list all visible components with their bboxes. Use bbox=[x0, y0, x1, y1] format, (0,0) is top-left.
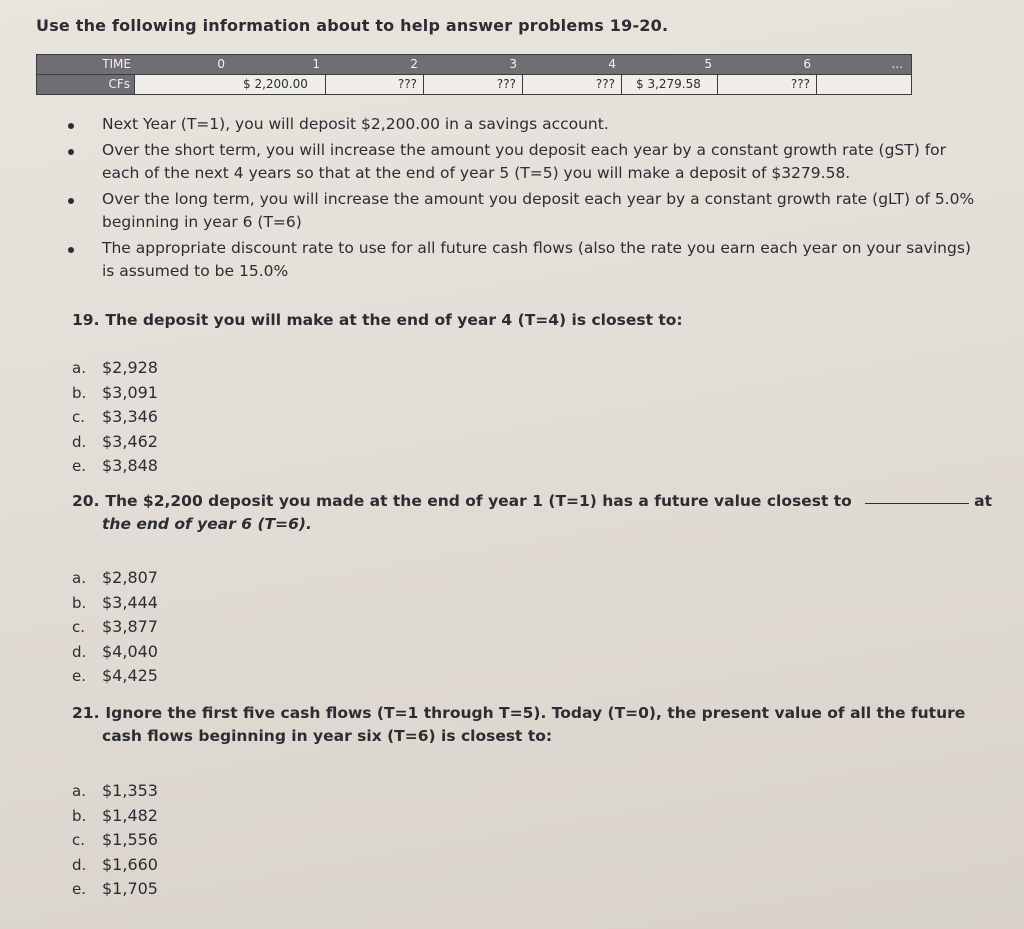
question-20 bbox=[72, 490, 992, 536]
option-e[interactable] bbox=[72, 877, 158, 902]
assumptions-list bbox=[68, 113, 988, 286]
option-letter: d. bbox=[72, 855, 87, 874]
option-letter: d. bbox=[72, 432, 87, 451]
option-value: $3,877 bbox=[102, 617, 158, 636]
option-value: $1,705 bbox=[102, 879, 158, 898]
option-value: $4,425 bbox=[102, 666, 158, 685]
question-text-line2: the end of year 6 (T=6). bbox=[102, 515, 312, 533]
question-number: 20. bbox=[72, 492, 100, 510]
time-row bbox=[37, 55, 911, 74]
option-letter: a. bbox=[72, 569, 86, 587]
cf-cell-3: ??? bbox=[424, 75, 523, 94]
option-value: $2,928 bbox=[102, 358, 158, 377]
option-value: $1,660 bbox=[102, 854, 158, 874]
option-value: $1,353 bbox=[102, 781, 158, 800]
question-text-at: at bbox=[974, 492, 992, 510]
question-number: 19. bbox=[72, 311, 100, 329]
option-value: $3,848 bbox=[102, 456, 158, 475]
option-b[interactable] bbox=[72, 804, 158, 829]
cf-cell-4: ??? bbox=[523, 75, 622, 94]
intro-heading: Use the following information about to help answer problems 19-20. bbox=[36, 16, 669, 35]
question-text: The deposit you will make at the end of year 4 (T=4) is closest to: bbox=[105, 311, 683, 329]
option-value: $2,807 bbox=[102, 568, 158, 587]
option-a[interactable] bbox=[72, 356, 158, 381]
option-letter: b. bbox=[72, 593, 87, 612]
option-d[interactable] bbox=[72, 430, 158, 455]
option-b[interactable] bbox=[72, 381, 158, 406]
option-letter: b. bbox=[72, 383, 87, 402]
list-item: The appropriate discount rate to use for all future cash flows (also the rate you earn each year on your savings) is assumed to be 15.0% bbox=[68, 237, 988, 283]
option-b[interactable] bbox=[72, 591, 158, 616]
option-c[interactable] bbox=[72, 615, 158, 640]
time-cell-2: 2 bbox=[410, 57, 418, 71]
list-item: Over the short term, you will increase the amount you deposit each year by a constant growth rate (gST) for each of the next 4 years so that at the end of year 5 (T=5) you will make a deposit of $3279.58. bbox=[68, 139, 988, 185]
option-letter: e. bbox=[72, 880, 86, 898]
option-e[interactable] bbox=[72, 454, 158, 479]
option-e[interactable] bbox=[72, 664, 158, 689]
option-letter: c. bbox=[72, 831, 86, 849]
option-value: $1,556 bbox=[102, 830, 158, 849]
question-number: 21. bbox=[72, 704, 100, 722]
option-letter: a. bbox=[72, 359, 86, 377]
time-cell-4: 4 bbox=[608, 57, 616, 71]
cf-cell-5: $ 3,279.58 bbox=[622, 75, 718, 94]
time-cell-1: 1 bbox=[312, 57, 320, 71]
question-text: The $2,200 deposit you made at the end of year 1 (T=1) has a future value closest to bbox=[105, 492, 852, 510]
option-value: $1,482 bbox=[102, 805, 158, 825]
option-d[interactable] bbox=[72, 640, 158, 665]
option-value: $3,462 bbox=[102, 431, 158, 451]
time-cell-0: 0 bbox=[217, 57, 225, 71]
option-letter: d. bbox=[72, 642, 87, 661]
option-c[interactable] bbox=[72, 405, 158, 430]
question-20-options bbox=[72, 566, 158, 689]
option-letter: c. bbox=[72, 408, 86, 426]
question-21-options bbox=[72, 779, 158, 902]
cfs-row bbox=[37, 74, 911, 94]
cf-cell-2: ??? bbox=[326, 75, 424, 94]
option-a[interactable] bbox=[72, 566, 158, 591]
cf-cell-7 bbox=[817, 75, 911, 94]
option-value: $3,091 bbox=[102, 382, 158, 402]
option-value: $4,040 bbox=[102, 641, 158, 661]
question-text-line2: cash flows beginning in year six (T=6) is closest to: bbox=[102, 727, 553, 745]
cash-flow-table bbox=[36, 54, 912, 95]
cf-cell-6: ??? bbox=[718, 75, 817, 94]
option-a[interactable] bbox=[72, 779, 158, 804]
cf-cell-1: $ 2,200.00 bbox=[135, 75, 326, 94]
option-letter: a. bbox=[72, 782, 86, 800]
option-value: $3,346 bbox=[102, 407, 158, 426]
option-letter: e. bbox=[72, 667, 86, 685]
option-letter: c. bbox=[72, 618, 86, 636]
question-19-options bbox=[72, 356, 158, 479]
answer-blank[interactable] bbox=[865, 503, 969, 504]
option-value: $3,444 bbox=[102, 592, 158, 612]
question-19 bbox=[72, 309, 992, 332]
time-cell-3: 3 bbox=[509, 57, 517, 71]
question-text: Ignore the first five cash flows (T=1 through T=5). Today (T=0), the present value of all the future bbox=[105, 704, 966, 722]
option-d[interactable] bbox=[72, 853, 158, 878]
question-21 bbox=[72, 702, 992, 748]
list-item: Over the long term, you will increase the amount you deposit each year by a constant growth rate (gLT) of 5.0% beginning in year 6 (T=6) bbox=[68, 188, 988, 234]
option-letter: e. bbox=[72, 457, 86, 475]
time-cell-6: 6 bbox=[803, 57, 811, 71]
time-cell-ellipsis: ... bbox=[891, 57, 903, 71]
option-c[interactable] bbox=[72, 828, 158, 853]
time-label: TIME bbox=[102, 57, 131, 71]
list-item: Next Year (T=1), you will deposit $2,200.00 in a savings account. bbox=[68, 113, 988, 136]
cfs-label: CFs bbox=[37, 75, 135, 94]
option-letter: b. bbox=[72, 806, 87, 825]
time-cell-5: 5 bbox=[704, 57, 712, 71]
